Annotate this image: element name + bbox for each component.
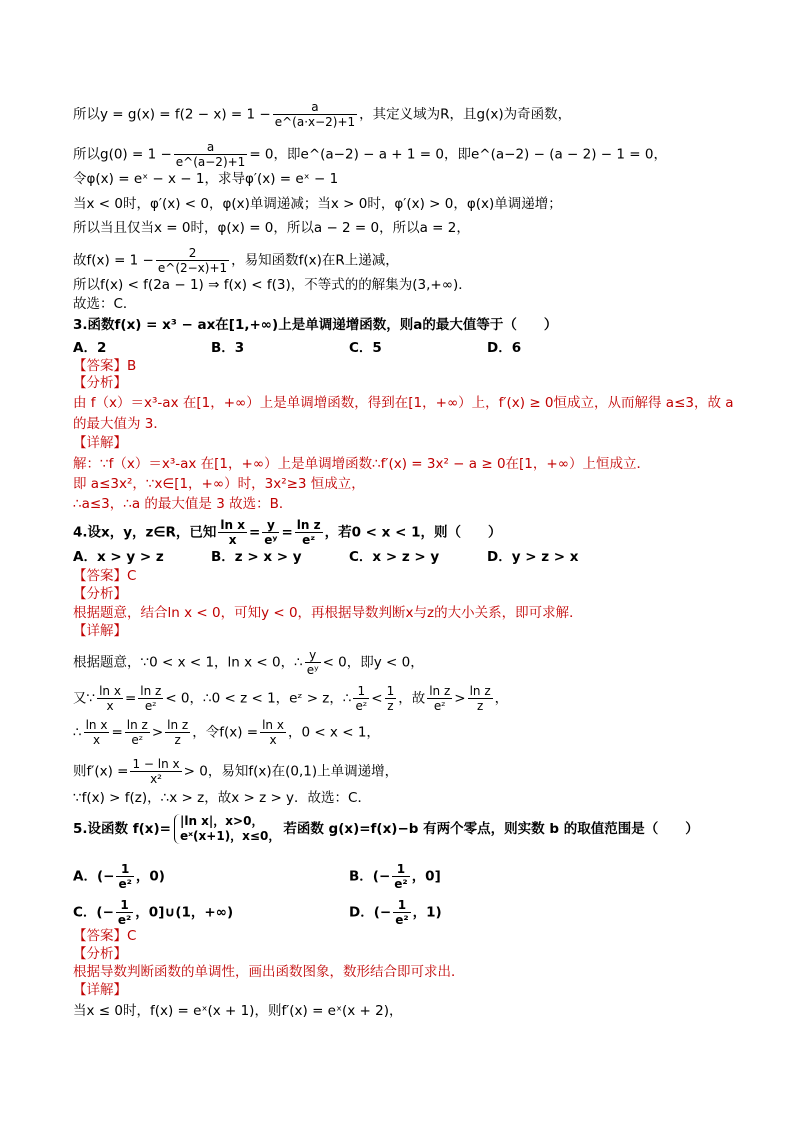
q5-answer: 【答案】C xyxy=(73,928,137,944)
solution-line-8: 故选：C． xyxy=(73,296,137,312)
q3-analysis-heading: 【分析】 xyxy=(73,375,127,391)
fraction: $\frac{a}{e\^{}(a\cdot x-2)+1}$ xyxy=(274,100,356,129)
q4-option-b: B．z > x > y xyxy=(211,549,302,565)
q5-detail-line-1: 当x ≤ 0时，f(x) = eˣ(x + 1)，则f′(x) = eˣ(x + 2)， xyxy=(73,1003,403,1019)
question-4: 4.设x，y，z∈R，已知 $\frac{\text{ln x}}{x}$ = $\frac{y}{\text{eʸ}}$ = $\frac{\text{ln z}}{\text{eᶻ}}$ ，若0 < x < 1，则（ ） xyxy=(73,518,502,547)
fraction: $\frac{1}{\text{e²}}$ xyxy=(394,862,408,891)
fraction: $\frac{y}{\text{eʸ}}$ xyxy=(264,518,278,547)
fraction: $\frac{1}{\text{e²}}$ xyxy=(395,898,409,927)
solution-line-1: 所以y = g(x) = f(2 − x) = 1 − $\frac{a}{e\^{}(a\cdot x-2)+1}$ ，其定义域为R，且g(x)为奇函数， xyxy=(73,100,572,129)
fraction: $\frac{1}{z}$ xyxy=(386,684,395,713)
q3-detail-line-3: ∴a≤3，∴a 的最大值是 3 故选：B． xyxy=(73,496,293,512)
fraction: $\frac{2}{e\^{}(2-x)+1}$ xyxy=(157,246,228,275)
question-5: 5.设函数 f(x)= |ln x|，x>0， eˣ(x+1)，x≤0， 若函数 g(x)=f(x)−b 有两个零点，则实数 b 的取值范围是（ ） xyxy=(73,814,699,843)
q4-detail-line-2: 又∵ $\frac{\text{ln x}}{x}$ = $\frac{\text{ln z}}{\text{eᶻ}}$ < 0，∴0 < z < 1，eᶻ > z，∴ $\frac{1}{\text{eᶻ}}$ < $\frac{1}{z}$ ，故 $\frac{\text{ln z}}{\text{eᶻ}}$ > $\frac{\text{ln z}}{z}$ ， xyxy=(73,684,509,713)
fraction: $\frac{a}{e\^{}(a-2)+1}$ xyxy=(175,140,246,169)
solution-line-7: 所以f(x) < f(2a − 1) ⇒ f(x) < f(3)，不等式的的解集为(3,+∞)． xyxy=(73,277,472,293)
q4-analysis-line-1: 根据题意，结合ln x < 0，可知y < 0，再根据导数判断x与z的大小关系，即可求解． xyxy=(73,605,583,621)
q5-option-a: A．(− $\frac{1}{\text{e²}}$ ，0) xyxy=(73,862,165,891)
q4-analysis-heading: 【分析】 xyxy=(73,586,127,602)
solution-line-3: 令φ(x) = eˣ − x − 1，求导φ′(x) = eˣ − 1 xyxy=(73,171,339,187)
q5-option-b: B．(− $\frac{1}{\text{e²}}$ ，0] xyxy=(349,862,441,891)
fraction: $\frac{\text{ln z}}{\text{eᶻ}}$ xyxy=(429,684,451,713)
q4-option-d: D．y > z > x xyxy=(487,549,579,565)
fraction: $\frac{\text{ln z}}{\text{eᶻ}}$ xyxy=(126,718,148,747)
solution-line-6: 故f(x) = 1 − $\frac{2}{e\^{}(2-x)+1}$ ，易知函数f(x)在R上递减， xyxy=(73,246,399,275)
q3-detail-line-1: 解：∵f（x）＝x³-ax 在[1，+∞）上是单调增函数∴f′(x) = 3x² − a ≥ 0在[1，+∞）上恒成立． xyxy=(73,456,650,472)
fraction: $\frac{\text{ln x}}{x}$ xyxy=(220,518,245,547)
q3-analysis-line-2: 的最大值为 3． xyxy=(73,416,167,432)
q3-option-a: A．2 xyxy=(73,340,107,356)
q3-analysis-line-1: 由 f（x）＝x³-ax 在[1，+∞）上是单调增函数，得到在[1，+∞）上，f′(x) ≥ 0恒成立，从而解得 a≤3，故 a xyxy=(73,395,734,411)
q5-option-d: D．(− $\frac{1}{\text{e²}}$ ，1) xyxy=(349,898,442,927)
q5-analysis-line-1: 根据导数判断函数的单调性，画出函数图象，数形结合即可求出． xyxy=(73,964,465,980)
q4-detail-line-1: 根据题意，∵0 < x < 1，ln x < 0，∴ $\frac{y}{\text{eʸ}}$ < 0，即y < 0， xyxy=(73,648,424,677)
fraction: $\frac{y}{\text{eʸ}}$ xyxy=(306,648,319,677)
solution-line-2: 所以g(0) = 1 − $\frac{a}{e\^{}(a-2)+1}$ = 0，即e^(a−2) − a + 1 = 0，即e^(a−2) − (a − 2) − 1 = 0， xyxy=(73,140,667,169)
q5-detail-heading: 【详解】 xyxy=(73,982,127,998)
solution-line-4: 当x < 0时，φ′(x) < 0，φ(x)单调递减；当x > 0时，φ′(x) > 0，φ(x)单调递增； xyxy=(73,196,562,212)
q5-option-c: C．(− $\frac{1}{\text{e²}}$ ，0]∪(1，+∞) xyxy=(73,898,234,927)
fraction: $\frac{\text{ln z}}{\text{eᶻ}}$ xyxy=(296,518,321,547)
q4-answer: 【答案】C xyxy=(73,568,137,584)
fraction: $\frac{1}{\text{e²}}$ xyxy=(117,898,132,927)
q4-option-a: A．x > y > z xyxy=(73,549,164,565)
q4-option-c: C．x > z > y xyxy=(349,549,440,565)
fraction: $\frac{\text{ln x}}{x}$ xyxy=(85,718,108,747)
q4-detail-line-3: ∴ $\frac{\text{ln x}}{x}$ = $\frac{\text{ln z}}{\text{eᶻ}}$ > $\frac{\text{ln z}}{z}$ ，令f(x) = $\frac{\text{ln x}}{x}$ ，0 < x < 1， xyxy=(73,718,380,747)
q4-detail-line-5: ∵f(x) > f(z)，∴x > z，故x > z > y．故选：C． xyxy=(73,790,371,806)
fraction: $\frac{\text{ln z}}{\text{eᶻ}}$ xyxy=(140,684,162,713)
fraction: $\frac{\text{1 − ln x}}{\text{x²}}$ xyxy=(132,757,180,786)
q5-analysis-heading: 【分析】 xyxy=(73,946,127,962)
q3-answer: 【答案】B xyxy=(73,358,137,374)
fraction: $\frac{\text{ln z}}{z}$ xyxy=(469,684,491,713)
q4-detail-line-4: 则f′(x) = $\frac{\text{1 − ln x}}{\text{x²}}$ > 0，易知f(x)在(0,1)上单调递增， xyxy=(73,757,399,786)
q3-option-d: D．6 xyxy=(487,340,522,356)
q4-detail-heading: 【详解】 xyxy=(73,623,127,639)
piecewise-brace: |ln x|，x>0， eˣ(x+1)，x≤0， xyxy=(174,814,280,844)
q3-option-b: B．3 xyxy=(211,340,245,356)
q3-detail-heading: 【详解】 xyxy=(73,435,127,451)
fraction: $\frac{1}{\text{e²}}$ xyxy=(118,862,132,891)
q3-option-c: C．5 xyxy=(349,340,382,356)
fraction: $\frac{\text{ln z}}{z}$ xyxy=(167,718,189,747)
question-3: 3.函数f(x) = x³ − ax在[1,+∞)上是单调递增函数，则a的最大值等于（ ） xyxy=(73,317,558,333)
fraction: $\frac{1}{\text{eᶻ}}$ xyxy=(355,684,368,713)
fraction: $\frac{\text{ln x}}{x}$ xyxy=(99,684,121,713)
q3-detail-line-2: 即 a≤3x²，∵x∈[1，+∞）时，3x²≥3 恒成立， xyxy=(73,476,365,492)
fraction: $\frac{\text{ln x}}{x}$ xyxy=(262,718,284,747)
solution-line-5: 所以当且仅当x = 0时，φ(x) = 0，所以a − 2 = 0，所以a = 2， xyxy=(73,220,470,236)
